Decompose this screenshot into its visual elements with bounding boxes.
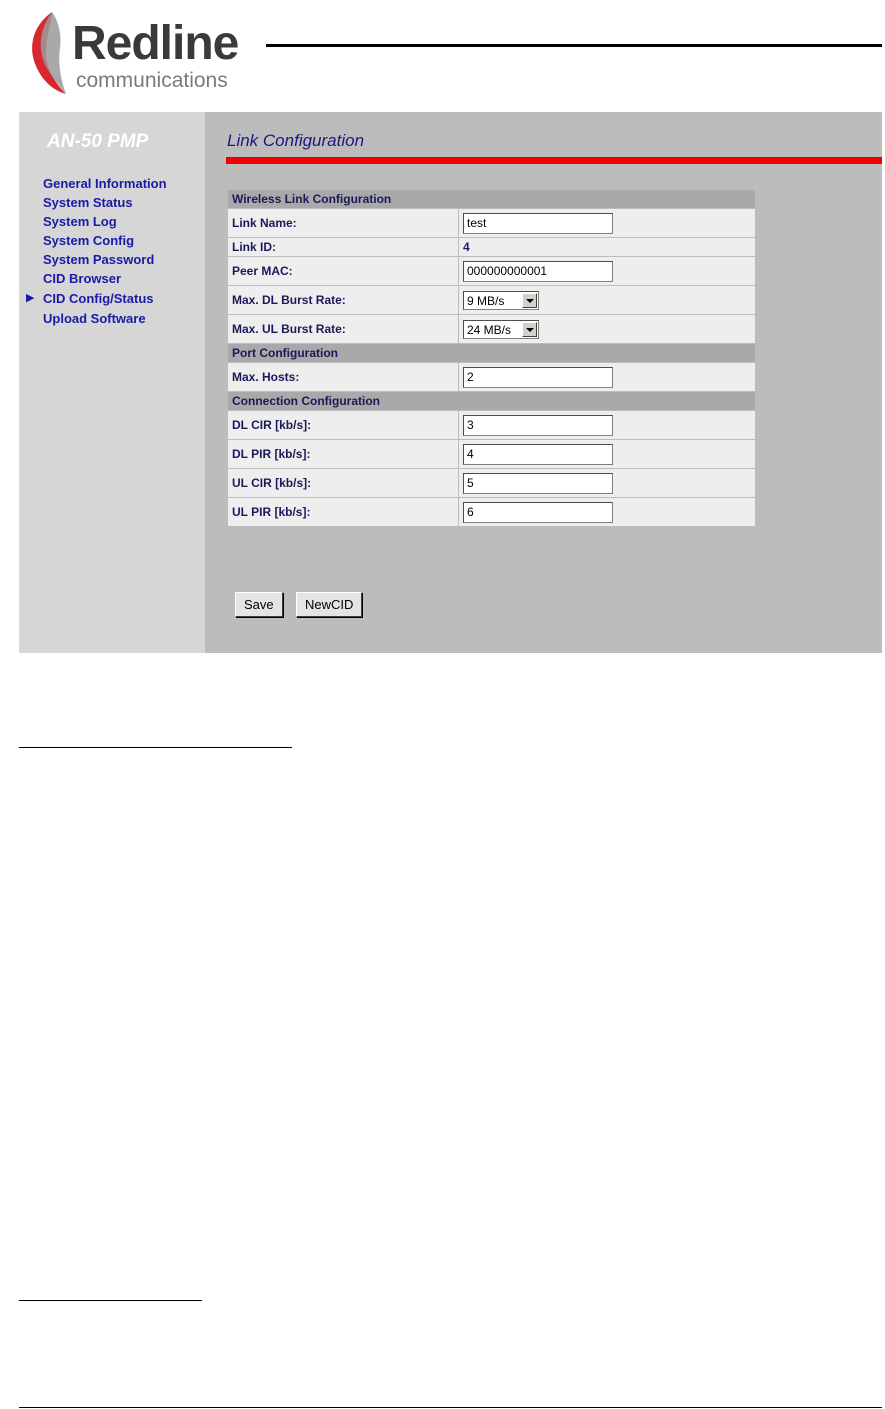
- max-hosts-label: Max. Hosts:: [228, 363, 459, 392]
- text-underline: [19, 747, 292, 748]
- web-ui-panel: [19, 112, 882, 653]
- sidebar-item-general-information[interactable]: [19, 174, 167, 193]
- page-title: Link Configuration: [227, 131, 365, 150]
- main-content: [205, 112, 882, 653]
- active-arrow-icon: ▶: [26, 292, 35, 304]
- section-label: Port Configuration: [228, 344, 756, 363]
- sidebar-item-label: General Information: [43, 176, 167, 191]
- row-ul-cir: [228, 469, 756, 498]
- section-label: Wireless Link Configuration: [228, 190, 756, 209]
- sidebar-item-system-config[interactable]: [19, 231, 167, 250]
- row-peer-mac: [228, 257, 756, 286]
- ul-burst-label: Max. UL Burst Rate:: [228, 315, 459, 344]
- row-dl-pir: [228, 440, 756, 469]
- sidebar-nav: [19, 174, 167, 328]
- sidebar-item-label: Upload Software: [43, 311, 146, 326]
- row-dl-cir: [228, 411, 756, 440]
- header-rule: [266, 44, 882, 47]
- text-underline: [19, 1300, 202, 1301]
- row-link-name: [228, 209, 756, 238]
- ul-cir-input[interactable]: [463, 473, 613, 494]
- chevron-down-icon[interactable]: [522, 322, 537, 337]
- row-link-id: [228, 238, 756, 257]
- sidebar-item-upload-software[interactable]: [19, 309, 167, 328]
- link-id-value: 4: [459, 238, 756, 257]
- sidebar-item-label: System Config: [43, 233, 135, 248]
- sidebar-item-system-log[interactable]: [19, 212, 167, 231]
- section-header-connection: [228, 392, 756, 411]
- title-underline-bar: [226, 157, 882, 164]
- ul-pir-input[interactable]: [463, 502, 613, 523]
- brand-name: Redline: [72, 17, 239, 70]
- sidebar-item-system-password[interactable]: [19, 250, 167, 269]
- chevron-down-icon[interactable]: [522, 293, 537, 308]
- save-button[interactable]: Save: [235, 592, 283, 617]
- footer-rule: [19, 1407, 882, 1408]
- ul-burst-selected: 24 MB/s: [467, 322, 512, 337]
- sidebar-item-cid-browser[interactable]: [19, 269, 167, 288]
- row-max-hosts: [228, 363, 756, 392]
- dl-pir-input[interactable]: [463, 444, 613, 465]
- sidebar: [19, 112, 205, 653]
- ul-pir-label: UL PIR [kb/s]:: [228, 498, 459, 527]
- brand-subtitle: communications: [76, 69, 228, 92]
- sidebar-item-label: System Log: [43, 214, 117, 229]
- link-name-input[interactable]: [463, 213, 613, 234]
- row-ul-pir: [228, 498, 756, 527]
- peer-mac-input[interactable]: [463, 261, 613, 282]
- max-hosts-input[interactable]: [463, 367, 613, 388]
- section-label: Connection Configuration: [228, 392, 756, 411]
- sidebar-item-label: System Password: [43, 252, 155, 267]
- dl-burst-selected: 9 MB/s: [467, 293, 505, 308]
- dl-cir-input[interactable]: [463, 415, 613, 436]
- dl-pir-label: DL PIR [kb/s]:: [228, 440, 459, 469]
- redline-logo: [22, 8, 262, 96]
- dl-burst-label: Max. DL Burst Rate:: [228, 286, 459, 315]
- peer-mac-label: Peer MAC:: [228, 257, 459, 286]
- section-header-port: [228, 344, 756, 363]
- link-config-table: [227, 189, 756, 527]
- sidebar-item-system-status[interactable]: [19, 193, 167, 212]
- newcid-button[interactable]: NewCID: [296, 592, 362, 617]
- link-id-label: Link ID:: [228, 238, 459, 257]
- row-dl-burst: [228, 286, 756, 315]
- ul-cir-label: UL CIR [kb/s]:: [228, 469, 459, 498]
- sidebar-item-label: CID Config/Status: [43, 291, 154, 306]
- sidebar-item-label: CID Browser: [43, 271, 122, 286]
- dl-burst-select[interactable]: [463, 291, 539, 310]
- dl-cir-label: DL CIR [kb/s]:: [228, 411, 459, 440]
- row-ul-burst: [228, 315, 756, 344]
- sidebar-item-label: System Status: [43, 195, 133, 210]
- section-header-wireless: [228, 190, 756, 209]
- ul-burst-select[interactable]: [463, 320, 539, 339]
- product-title: AN-50 PMP: [47, 131, 149, 152]
- sidebar-item-cid-config-status[interactable]: [19, 289, 167, 308]
- link-name-label: Link Name:: [228, 209, 459, 238]
